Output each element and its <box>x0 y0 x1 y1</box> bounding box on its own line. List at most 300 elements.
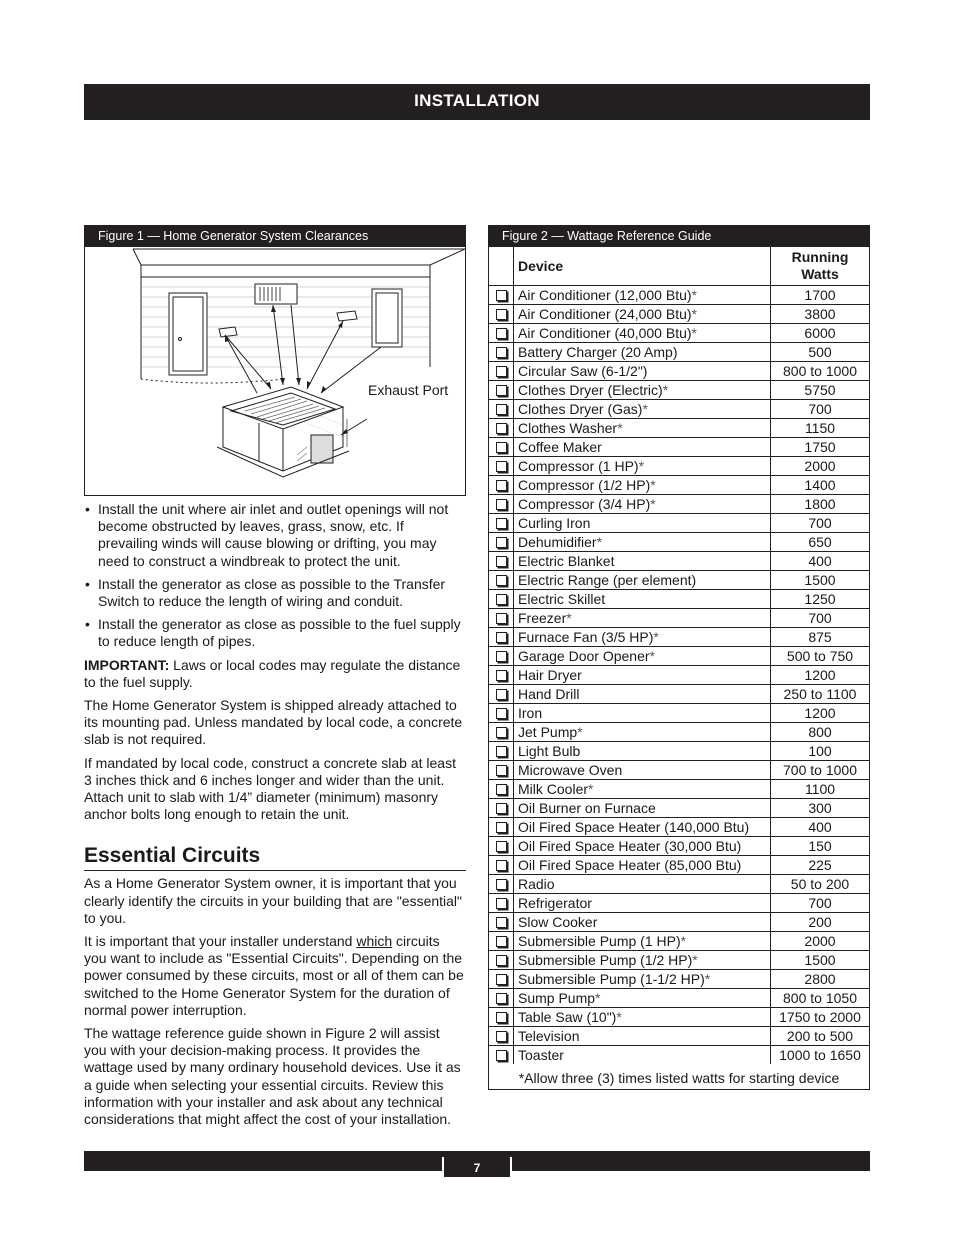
checkbox-cell[interactable] <box>489 400 514 419</box>
table-row <box>489 647 869 666</box>
device-cell <box>514 818 771 837</box>
watts-cell: 1200 <box>771 666 870 685</box>
watts-header-line2: Watts <box>801 266 839 282</box>
device-cell <box>514 780 771 799</box>
device-name: Electric Blanket <box>518 553 615 569</box>
checkbox-cell[interactable] <box>489 533 514 552</box>
watts-cell: 800 to 1000 <box>771 362 870 381</box>
table-row <box>489 989 869 1008</box>
checkbox-icon[interactable] <box>496 423 507 434</box>
device-name: Light Bulb <box>518 743 581 759</box>
checkbox-cell[interactable] <box>489 590 514 609</box>
device-cell <box>514 286 771 305</box>
checkbox-cell[interactable] <box>489 362 514 381</box>
device-name: Microwave Oven <box>518 762 623 778</box>
device-name: Hair Dryer <box>518 667 582 683</box>
device-cell <box>514 1008 771 1027</box>
device-cell <box>514 932 771 951</box>
paragraph: As a Home Generator System owner, it is important that you clearly identify the circuits in your building that are "essential" to you. <box>84 875 463 926</box>
checkbox-icon[interactable] <box>496 898 507 909</box>
device-cell <box>514 552 771 571</box>
table-row <box>489 1008 869 1027</box>
table-row <box>489 1027 869 1046</box>
device-name: Compressor (3/4 HP) <box>518 496 651 512</box>
bullet-item: • Install the unit where air inlet and outlet openings will not become obstructed by leaves, grass, snow, etc. If prevailing winds will cause blowing or drifting, you may need to construct a windbreak to protect the unit. <box>84 501 466 570</box>
checkbox-cell[interactable] <box>489 324 514 343</box>
table-row <box>489 932 869 951</box>
checkbox-cell[interactable] <box>489 970 514 989</box>
checkbox-cell[interactable] <box>489 495 514 514</box>
paragraph: The wattage reference guide shown in Figure 2 will assist you with your decision-making process. It provides the wattage used by many ordinary household devices. Use it as a guide when selecting your essential circuits. Review this information with your installer and ask about any technical considerations that might affect the cost of your installation. <box>84 1025 461 1128</box>
device-name: Television <box>518 1028 580 1044</box>
device-cell <box>514 666 771 685</box>
table-row <box>489 951 869 970</box>
checkbox-cell[interactable] <box>489 704 514 723</box>
watts-cell: 1400 <box>771 476 870 495</box>
table-row <box>489 571 869 590</box>
starting-note-marker: * <box>653 629 659 645</box>
device-cell <box>514 989 771 1008</box>
table-row <box>489 457 869 476</box>
device-cell <box>514 894 771 913</box>
checkbox-cell[interactable] <box>489 438 514 457</box>
table-row <box>489 381 869 400</box>
device-name: Compressor (1 HP) <box>518 458 639 474</box>
paragraph: The Home Generator System is shipped already attached to its mounting pad. Unless mandated by local code, a concrete slab is not required. <box>84 697 463 748</box>
checkbox-cell[interactable] <box>489 761 514 780</box>
checkbox-icon[interactable] <box>496 822 507 833</box>
checkbox-cell[interactable] <box>489 514 514 533</box>
watts-cell: 700 <box>771 894 870 913</box>
table-row <box>489 799 869 818</box>
device-name: Iron <box>518 705 543 721</box>
table-row <box>489 913 869 932</box>
watts-cell: 225 <box>771 856 870 875</box>
checkbox-cell[interactable] <box>489 305 514 324</box>
watts-cell: 1200 <box>771 704 870 723</box>
table-row <box>489 856 869 875</box>
device-name: Electric Range (per element) <box>518 572 697 588</box>
device-cell <box>514 381 771 400</box>
checkbox-cell[interactable] <box>489 343 514 362</box>
watts-cell: 500 to 750 <box>771 647 870 666</box>
table-row <box>489 609 869 628</box>
device-cell <box>514 571 771 590</box>
checkbox-icon[interactable] <box>496 1012 507 1023</box>
device-name: Garage Door Opener <box>518 648 650 664</box>
figure-1 <box>84 225 466 496</box>
watts-cell: 700 <box>771 400 870 419</box>
watts-cell: 1750 <box>771 438 870 457</box>
table-row <box>489 666 869 685</box>
device-name: Submersible Pump (1 HP) <box>518 933 681 949</box>
watts-cell: 400 <box>771 818 870 837</box>
device-name: Hand Drill <box>518 686 580 702</box>
wattage-table <box>489 247 869 1064</box>
starting-note-marker: * <box>617 420 623 436</box>
watts-cell: 1500 <box>771 951 870 970</box>
table-row <box>489 286 869 305</box>
checkbox-icon[interactable] <box>496 556 507 567</box>
watts-header-line1: Running <box>791 249 849 265</box>
device-cell <box>514 609 771 628</box>
checkbox-icon[interactable] <box>496 765 507 776</box>
device-cell <box>514 799 771 818</box>
checkbox-icon[interactable] <box>496 366 507 377</box>
checkbox-cell[interactable] <box>489 951 514 970</box>
device-cell <box>514 438 771 457</box>
checkbox-cell[interactable] <box>489 609 514 628</box>
table-row <box>489 1046 869 1065</box>
device-cell <box>514 628 771 647</box>
checkbox-icon[interactable] <box>496 784 507 795</box>
table-row <box>489 552 869 571</box>
watts-cell: 6000 <box>771 324 870 343</box>
install-bullet-list <box>84 501 466 651</box>
device-name: Oil Burner on Furnace <box>518 800 656 816</box>
checkbox-icon[interactable] <box>496 746 507 757</box>
figure-2-caption: Figure 2 — Wattage Reference Guide <box>489 226 869 247</box>
checkbox-icon[interactable] <box>496 974 507 985</box>
device-name: Clothes Dryer (Gas) <box>518 401 643 417</box>
device-name: Oil Fired Space Heater (85,000 Btu) <box>518 857 742 873</box>
watts-cell: 150 <box>771 837 870 856</box>
checkbox-icon[interactable] <box>496 613 507 624</box>
table-row <box>489 761 869 780</box>
watts-cell: 500 <box>771 343 870 362</box>
device-cell <box>514 419 771 438</box>
checkbox-cell[interactable] <box>489 875 514 894</box>
important-text: Laws or local codes may regulate the distance to the fuel supply. <box>84 656 461 690</box>
paragraph-text: It is important that your installer understand <box>84 933 357 950</box>
device-cell <box>514 400 771 419</box>
starting-note-marker: * <box>704 971 711 987</box>
underlined-word: which <box>356 933 393 950</box>
page-number: 7 <box>442 1157 512 1177</box>
checkbox-icon[interactable] <box>496 1050 507 1061</box>
table-row <box>489 590 869 609</box>
starting-note-marker: * <box>691 325 697 341</box>
table-row <box>489 685 869 704</box>
table-row <box>489 514 869 533</box>
device-cell <box>514 514 771 533</box>
device-name: Milk Cooler <box>518 781 589 797</box>
starting-note-marker: * <box>650 477 656 493</box>
checkbox-cell[interactable] <box>489 894 514 913</box>
watts-cell: 2000 <box>771 932 870 951</box>
checkbox-cell[interactable] <box>489 780 514 799</box>
watts-cell: 1150 <box>771 419 870 438</box>
device-name: Toaster <box>518 1047 564 1064</box>
watts-cell: 3800 <box>771 305 870 324</box>
checkbox-cell[interactable] <box>489 685 514 704</box>
watts-cell: 300 <box>771 799 870 818</box>
device-cell <box>514 723 771 742</box>
table-row <box>489 324 869 343</box>
watts-cell: 700 <box>771 514 870 533</box>
device-name: Sump Pump <box>518 990 596 1006</box>
device-name: Coffee Maker <box>518 439 602 455</box>
section-header: INSTALLATION <box>84 84 870 120</box>
checkbox-icon[interactable] <box>496 537 507 548</box>
checkbox-cell[interactable] <box>489 799 514 818</box>
important-note <box>84 657 466 691</box>
checkbox-cell[interactable] <box>489 381 514 400</box>
bullet-item: • Install the generator as close as possible to the Transfer Switch to reduce the length of wiring and conduit. <box>84 576 466 610</box>
checkbox-cell[interactable] <box>489 628 514 647</box>
table-row <box>489 970 869 989</box>
device-name: Clothes Dryer (Electric) <box>518 382 663 398</box>
checkbox-icon[interactable] <box>496 936 507 947</box>
table-row <box>489 742 869 761</box>
watts-cell: 700 to 1000 <box>771 761 870 780</box>
device-name: Radio <box>518 876 555 892</box>
device-name: Refrigerator <box>518 895 592 911</box>
starting-note-marker: * <box>649 648 655 664</box>
table-row <box>489 495 869 514</box>
checkbox-cell[interactable] <box>489 571 514 590</box>
starting-note-marker: * <box>596 534 603 550</box>
device-cell <box>514 742 771 761</box>
watts-cell: 2000 <box>771 457 870 476</box>
watts-cell: 100 <box>771 742 870 761</box>
checkbox-cell[interactable] <box>489 666 514 685</box>
device-name: Curling Iron <box>518 515 591 531</box>
bullet-item: • Install the generator as close as possible to the fuel supply to reduce length of pipes. <box>84 616 466 650</box>
checkbox-icon[interactable] <box>496 461 507 472</box>
checkbox-cell[interactable] <box>489 818 514 837</box>
table-row <box>489 704 869 723</box>
checkbox-cell[interactable] <box>489 837 514 856</box>
important-label: IMPORTANT: <box>84 656 170 673</box>
checkbox-icon[interactable] <box>496 499 507 510</box>
watts-cell: 200 to 500 <box>771 1027 870 1046</box>
watts-cell: 1750 to 2000 <box>771 1008 870 1027</box>
device-name: Submersible Pump (1/2 HP) <box>518 952 693 968</box>
section-title: Essential Circuits <box>84 844 466 871</box>
watts-cell: 1500 <box>771 571 870 590</box>
device-cell <box>514 1046 771 1065</box>
checkbox-icon[interactable] <box>496 290 507 301</box>
device-name: Battery Charger (20 Amp) <box>518 344 678 360</box>
device-cell <box>514 951 771 970</box>
device-name: Circular Saw (6-1/2") <box>518 363 648 379</box>
watts-cell: 800 <box>771 723 870 742</box>
starting-note-marker: * <box>588 781 594 797</box>
watts-cell: 800 to 1050 <box>771 989 870 1008</box>
checkbox-cell[interactable] <box>489 1008 514 1027</box>
checkbox-icon[interactable] <box>496 727 507 738</box>
watts-cell: 1100 <box>771 780 870 799</box>
exhaust-port-label: Exhaust Port <box>368 382 449 398</box>
starting-note-marker: * <box>638 458 645 474</box>
checkbox-icon[interactable] <box>496 575 507 586</box>
checkbox-cell[interactable] <box>489 457 514 476</box>
device-name: Jet Pump <box>518 724 578 740</box>
table-row <box>489 837 869 856</box>
checkbox-icon[interactable] <box>496 860 507 871</box>
starting-note-marker: * <box>595 990 601 1006</box>
wattage-table-body <box>489 286 869 1065</box>
checkbox-cell[interactable] <box>489 932 514 951</box>
device-name: Oil Fired Space Heater (140,000 Btu) <box>518 819 750 835</box>
device-cell <box>514 837 771 856</box>
checkbox-cell[interactable] <box>489 723 514 742</box>
checkbox-icon[interactable] <box>496 385 507 396</box>
checkbox-cell[interactable] <box>489 419 514 438</box>
device-name: Slow Cooker <box>518 914 598 930</box>
device-cell <box>514 704 771 723</box>
device-cell <box>514 856 771 875</box>
checkbox-icon[interactable] <box>496 993 507 1004</box>
device-cell <box>514 533 771 552</box>
table-row <box>489 343 869 362</box>
checkbox-cell[interactable] <box>489 989 514 1008</box>
checkbox-icon[interactable] <box>496 347 507 358</box>
watts-cell: 400 <box>771 552 870 571</box>
starting-note-marker: * <box>680 933 687 949</box>
checkbox-icon[interactable] <box>496 518 507 529</box>
watts-cell: 50 to 200 <box>771 875 870 894</box>
watts-cell: 2800 <box>771 970 870 989</box>
checkbox-icon[interactable] <box>496 803 507 814</box>
device-name: Furnace Fan (3/5 HP) <box>518 629 654 645</box>
checkbox-icon[interactable] <box>496 442 507 453</box>
starting-note-marker: * <box>691 306 697 322</box>
checkbox-icon[interactable] <box>496 651 507 662</box>
device-name: Air Conditioner (12,000 Btu) <box>518 287 692 303</box>
watts-cell: 650 <box>771 533 870 552</box>
device-name: Dehumidifier <box>518 534 597 550</box>
table-header-row <box>489 247 869 286</box>
device-cell <box>514 305 771 324</box>
table-row <box>489 438 869 457</box>
checkbox-icon[interactable] <box>496 328 507 339</box>
checkbox-cell[interactable] <box>489 742 514 761</box>
device-name: Air Conditioner (24,000 Btu) <box>518 306 692 322</box>
device-name: Electric Skillet <box>518 591 606 607</box>
device-cell <box>514 590 771 609</box>
checkbox-icon[interactable] <box>496 309 507 320</box>
device-name: Table Saw (10") <box>518 1009 617 1025</box>
device-name: Air Conditioner (40,000 Btu) <box>518 325 692 341</box>
device-cell <box>514 362 771 381</box>
paragraph <box>84 933 466 1019</box>
table-row <box>489 362 869 381</box>
device-cell <box>514 875 771 894</box>
device-cell <box>514 685 771 704</box>
starting-note-marker: * <box>662 382 669 398</box>
checkbox-column-header <box>489 247 514 286</box>
device-cell <box>514 343 771 362</box>
device-column-header: Device <box>514 247 771 286</box>
starting-note-marker: * <box>692 952 698 968</box>
watts-cell: 200 <box>771 913 870 932</box>
generator-clearance-illustration <box>85 247 465 495</box>
device-cell <box>514 476 771 495</box>
table-row <box>489 476 869 495</box>
checkbox-cell[interactable] <box>489 476 514 495</box>
watts-cell: 5750 <box>771 381 870 400</box>
table-row <box>489 875 869 894</box>
checkbox-cell[interactable] <box>489 1027 514 1046</box>
checkbox-icon[interactable] <box>496 879 507 890</box>
checkbox-icon[interactable] <box>496 404 507 415</box>
watts-cell: 700 <box>771 609 870 628</box>
starting-note-marker: * <box>650 496 656 512</box>
checkbox-cell[interactable] <box>489 552 514 571</box>
table-row <box>489 400 869 419</box>
table-row <box>489 533 869 552</box>
watts-column-header <box>771 247 870 286</box>
watts-cell: 1700 <box>771 286 870 305</box>
starting-note-marker: * <box>577 724 583 740</box>
starting-note-marker: * <box>616 1009 622 1025</box>
figure-2 <box>488 225 870 1090</box>
table-row <box>489 723 869 742</box>
table-row <box>489 628 869 647</box>
watts-cell: 250 to 1100 <box>771 685 870 704</box>
figure-1-caption: Figure 1 — Home Generator System Clearances <box>85 226 465 247</box>
device-cell <box>514 324 771 343</box>
table-row <box>489 894 869 913</box>
checkbox-icon[interactable] <box>496 708 507 719</box>
checkbox-icon[interactable] <box>496 670 507 681</box>
device-cell <box>514 495 771 514</box>
device-name: Freezer <box>518 610 567 626</box>
table-row <box>489 818 869 837</box>
watts-cell: 1800 <box>771 495 870 514</box>
checkbox-icon[interactable] <box>496 917 507 928</box>
checkbox-icon[interactable] <box>496 594 507 605</box>
checkbox-cell[interactable] <box>489 286 514 305</box>
left-column-text <box>84 501 466 1134</box>
table-row <box>489 419 869 438</box>
checkbox-cell[interactable] <box>489 1046 514 1065</box>
checkbox-icon[interactable] <box>496 480 507 491</box>
checkbox-icon[interactable] <box>496 955 507 966</box>
starting-note-marker: * <box>566 610 572 626</box>
checkbox-cell[interactable] <box>489 913 514 932</box>
table-row <box>489 305 869 324</box>
checkbox-cell[interactable] <box>489 647 514 666</box>
table-footnote: *Allow three (3) times listed watts for starting device <box>518 1070 840 1087</box>
device-name: Submersible Pump (1-1/2 HP) <box>518 971 705 987</box>
checkbox-icon[interactable] <box>496 1031 507 1042</box>
checkbox-icon[interactable] <box>496 841 507 852</box>
device-cell <box>514 457 771 476</box>
checkbox-icon[interactable] <box>496 689 507 700</box>
device-cell <box>514 647 771 666</box>
watts-cell: 1000 to 1650 <box>771 1046 870 1065</box>
checkbox-icon[interactable] <box>496 632 507 643</box>
watts-cell: 1250 <box>771 590 870 609</box>
table-row <box>489 780 869 799</box>
device-name: Clothes Washer <box>518 420 618 436</box>
device-cell <box>514 761 771 780</box>
device-cell <box>514 970 771 989</box>
device-cell <box>514 1027 771 1046</box>
starting-note-marker: * <box>642 401 648 417</box>
device-name: Compressor (1/2 HP) <box>518 477 651 493</box>
device-name: Oil Fired Space Heater (30,000 Btu) <box>518 838 742 854</box>
watts-cell: 875 <box>771 628 870 647</box>
starting-note-marker: * <box>691 287 697 303</box>
paragraph-text: circuits you want to include as "Essential Circuits". Depending on the power consumed by these circuits, most or all of them can be switched to the Home Generator System for the duration of normal power interruption. <box>84 933 464 1018</box>
device-cell <box>514 913 771 932</box>
paragraph: If mandated by local code, construct a concrete slab at least 3 inches thick and 6 inches longer and wider than the unit. Attach unit to slab with 1/4” diameter (minimum) masonry anchor bolts long enough to retain the unit. <box>84 754 456 823</box>
checkbox-cell[interactable] <box>489 856 514 875</box>
